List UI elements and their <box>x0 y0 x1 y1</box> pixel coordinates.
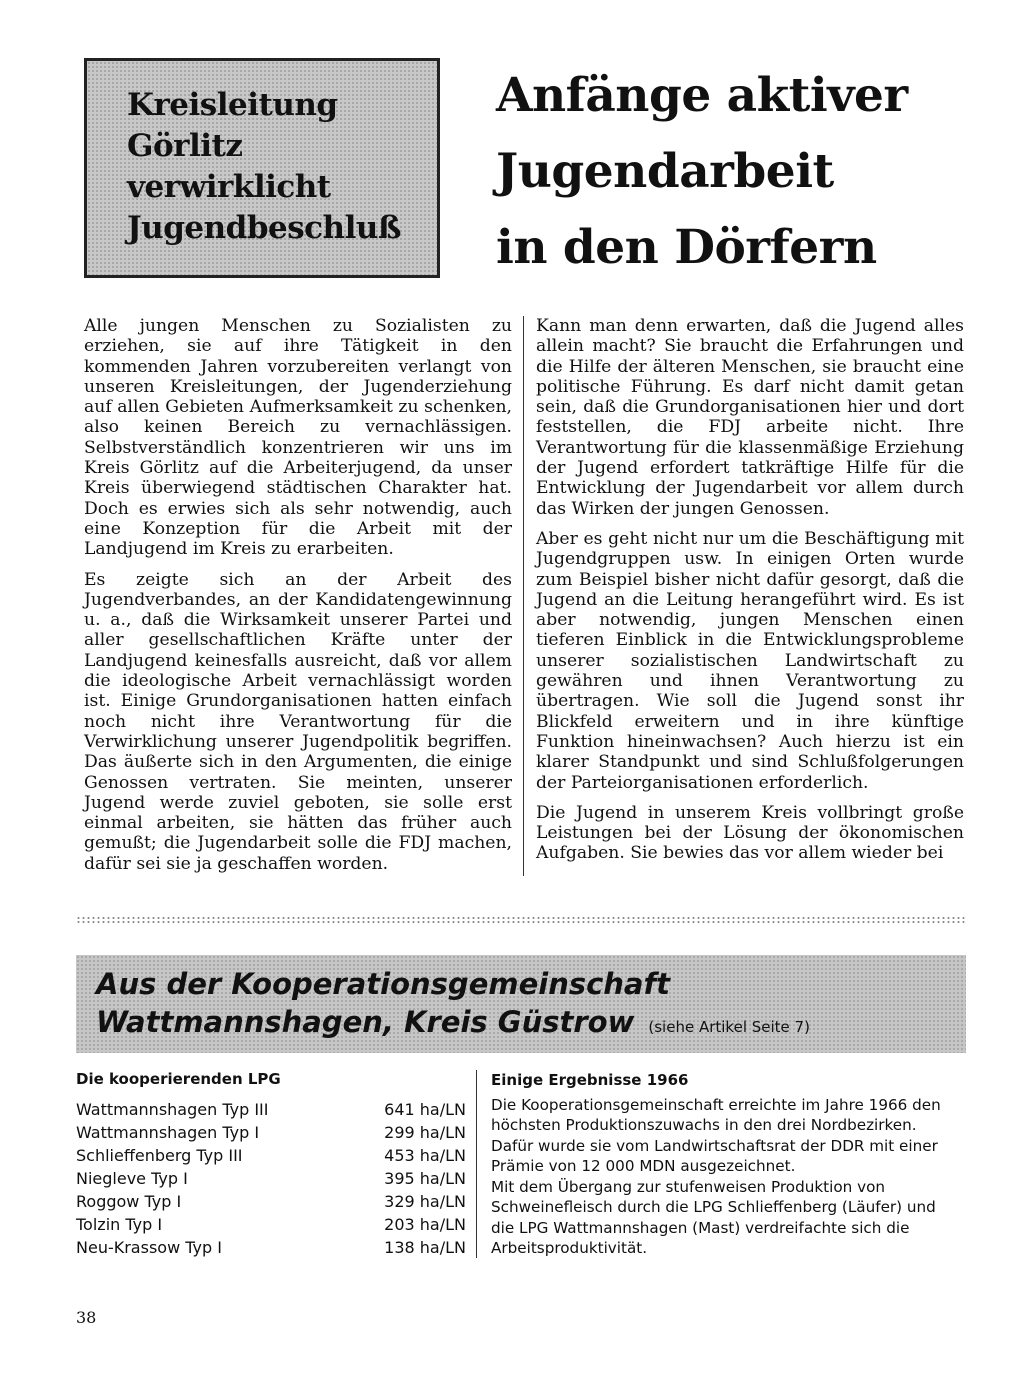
cooperation-banner <box>76 955 966 1053</box>
kicker-line: verwirklicht <box>127 169 331 205</box>
table-row <box>76 1121 466 1144</box>
lpg-name: Tolzin Typ I <box>76 1215 163 1234</box>
lpg-area: 453 ha/LN <box>384 1146 466 1165</box>
kicker-line: Kreisleitung <box>127 87 338 123</box>
column-divider <box>476 1070 477 1258</box>
table-row <box>76 1213 466 1236</box>
banner-title-line <box>96 1003 966 1046</box>
lpg-area: 641 ha/LN <box>384 1100 466 1119</box>
lpg-table <box>76 1070 466 1259</box>
lpg-area: 299 ha/LN <box>384 1123 466 1142</box>
table-row <box>76 1190 466 1213</box>
article-paragraph: Alle jungen Menschen zu Sozialisten zu erziehen, sie auf ihre Tätigkeit in den kommenden Jahren vorzubereiten verlangt von unseren Kreisleitungen, der Jugenderziehung auf allen Gebieten Aufmerksamkeit zu schenken, also keinen Bereich zu vernachlässigen. Selbstverständlich konzentrieren wir uns im Kreis Görlitz auf die Arbeiterjugend, da unser Kreis überwiegend städtischen Charakter hat. Doch es erwies sich als sehr notwendig, auch eine Konzeption für die Arbeit mit der Landjugend im Kreis zu erarbeiten. <box>84 316 512 560</box>
article-paragraph: Kann man denn erwarten, daß die Jugend alles allein macht? Sie braucht die Erfahrungen und die Hilfe der älteren Menschen, sie braucht eine politische Führung. Es darf nicht damit getan sein, daß die Grundorganisationen hier und dort feststellen, die FDJ arbeite nicht. Ihre Verantwortung für die klassenmäßige Erziehung der Jugend erfordert tatkräftige Hilfe für die Entwicklung der Jugendarbeit vor allem durch das Wirken der jungen Genossen. <box>536 316 964 519</box>
lpg-name: Wattmannshagen Typ I <box>76 1123 260 1142</box>
lpg-area: 329 ha/LN <box>384 1192 466 1211</box>
banner-title-line: Aus der Kooperationsgemeinschaft <box>96 967 670 1001</box>
headline-line: in den Dörfern <box>496 220 877 275</box>
lpg-name: Roggow Typ I <box>76 1192 182 1211</box>
article-column-right <box>536 316 964 874</box>
banner-title-text: Wattmannshagen, Kreis Güstrow <box>96 1005 635 1039</box>
results-section <box>491 1070 961 1259</box>
column-divider <box>523 316 524 876</box>
article-column-left <box>84 316 512 884</box>
headline-line: Anfänge aktiver <box>496 68 908 123</box>
kicker-line: Jugendbeschluß <box>127 210 401 246</box>
table-row <box>76 1144 466 1167</box>
lpg-name: Niegleve Typ I <box>76 1169 188 1188</box>
lpg-table-title: Die kooperierenden LPG <box>76 1070 281 1088</box>
page-number: 38 <box>76 1308 97 1327</box>
kicker-box <box>84 58 440 278</box>
article-paragraph: Die Jugend in unserem Kreis vollbringt große Leistungen bei der Lösung der ökonomischen Aufgaben. Sie bewies das vor allem wieder bei <box>536 802 964 864</box>
lpg-name: Wattmannshagen Typ III <box>76 1100 269 1119</box>
results-paragraph: Mit dem Übergang zur stufenweisen Produktion von Schweinefleisch durch die LPG Schlieffenberg (Läufer) und die LPG Wattmannshagen (Mast) verdreifachte sich die Arbeitsproduktivität. <box>491 1177 936 1257</box>
table-row <box>76 1236 466 1259</box>
article-paragraph: Aber es geht nicht nur um die Beschäftigung mit Jugendgruppen usw. In einigen Orten wurde zum Beispiel bisher nicht dafür gesorgt, daß die Jugend an die Leitung herangeführt wird. Es ist aber notwendig, jungen Menschen einen tieferen Einblick in die Entwicklungsprobleme unserer sozialistischen Landwirtschaft zu gewähren und ihnen Verantwortung zu übertragen. Wie soll die Jugend sonst ihr Blickfeld erweitern und in ihre künftige Funktion hineinwachsen? Auch hierzu ist ein klarer Standpunkt und sind Schlußfolgerungen der Parteiorganisationen erforderlich. <box>536 528 964 793</box>
lpg-area: 395 ha/LN <box>384 1169 466 1188</box>
results-title: Einige Ergebnisse 1966 <box>491 1071 689 1089</box>
kicker-line: Görlitz <box>127 128 243 164</box>
article-paragraph: Es zeigte sich an der Arbeit des Jugendverbandes, an der Kandidatengewinnung u. a., daß die Wirksamkeit unserer Partei und aller gesellschaftlichen Kräfte unter der Landjugend keinesfalls ausreicht, daß vor allem die ideologische Arbeit vernachlässigt worden ist. Einige Grundorganisationen hatten einfach noch nicht ihre Verantwortung für die Verwirklichung unserer Jugendpolitik begriffen. Das äußerte sich in den Argumenten, die einige Genossen vertraten. Sie meinten, unserer Jugend werde zuviel geboten, sie solle erst einmal arbeiten, sie hätten das früher auch gemußt; die Jugendarbeit solle die FDJ machen, dafür sei sie ja geschaffen worden. <box>84 569 512 874</box>
table-row <box>76 1098 466 1121</box>
results-paragraph: Die Kooperationsgemeinschaft erreichte im Jahre 1966 den höchsten Produktionszuwachs in den drei Nordbezirken. Dafür wurde sie vom Landwirtschaftsrat der DDR mit einer Prämie von 12 000 MDN ausgezeichnet. <box>491 1095 941 1175</box>
lpg-area: 203 ha/LN <box>384 1215 466 1234</box>
banner-reference-note: (siehe Artikel Seite 7) <box>648 1018 810 1036</box>
headline-line: Jugendarbeit <box>496 144 834 199</box>
section-separator <box>76 916 966 924</box>
article-headline <box>496 58 996 286</box>
table-row <box>76 1167 466 1190</box>
lpg-name: Schlieffenberg Typ III <box>76 1146 243 1165</box>
lpg-area: 138 ha/LN <box>384 1238 466 1257</box>
lpg-name: Neu-Krassow Typ I <box>76 1238 222 1257</box>
